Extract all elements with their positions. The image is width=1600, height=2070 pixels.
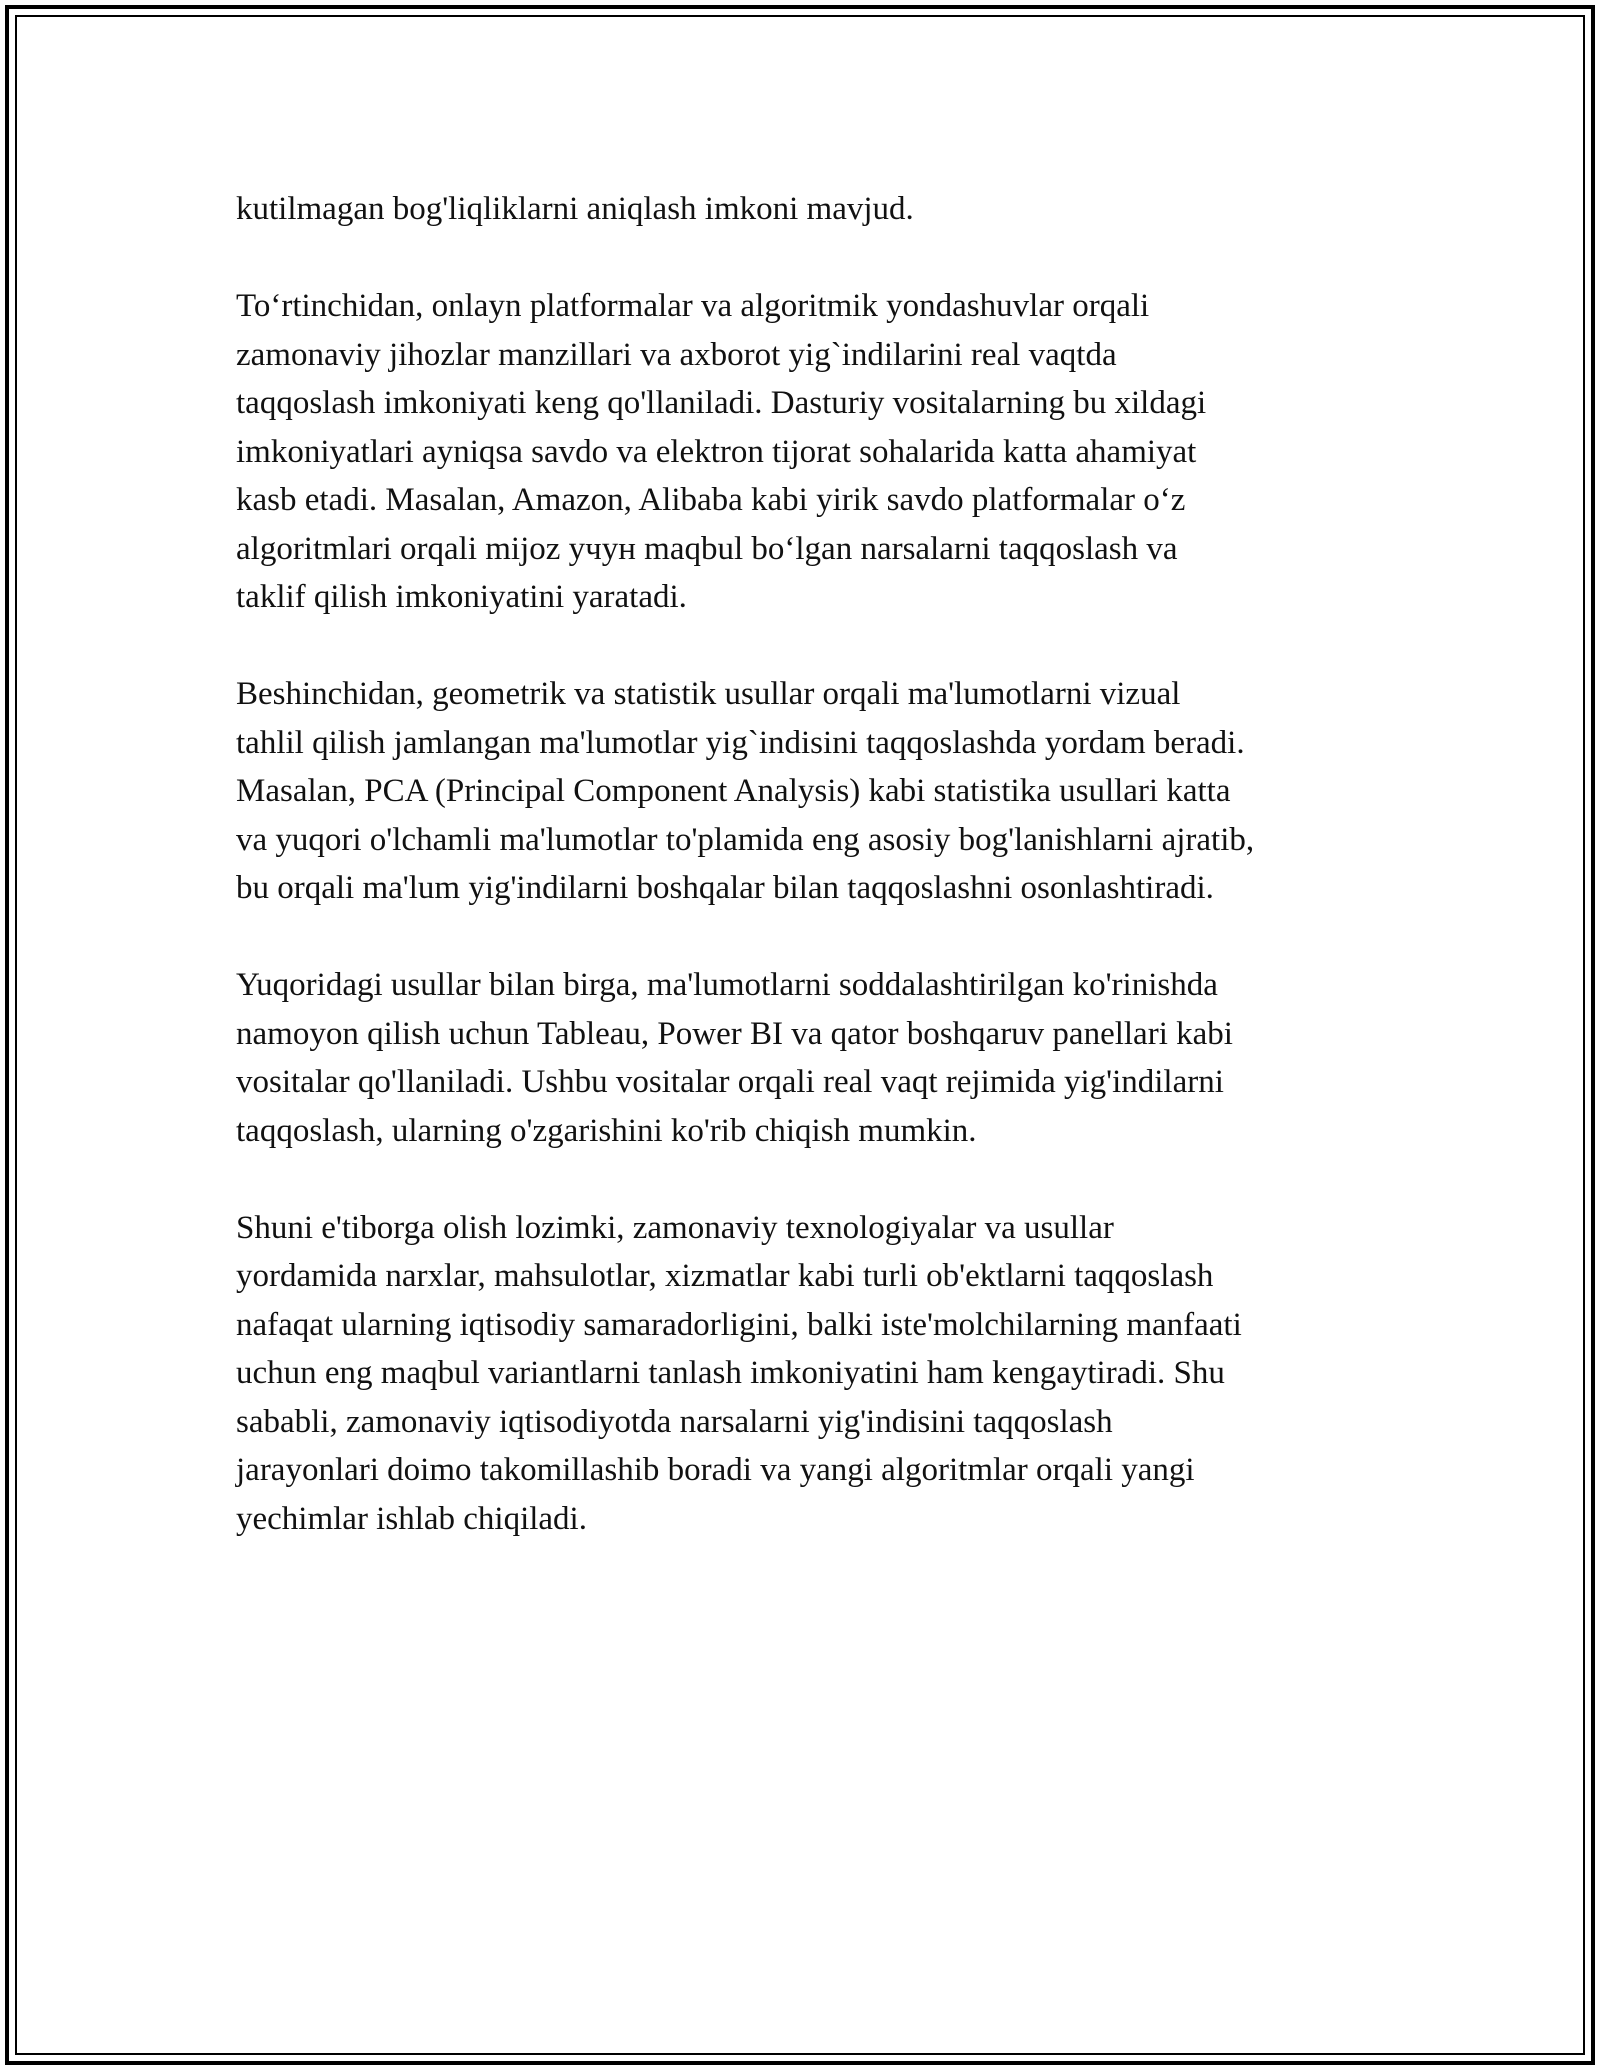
text-line: yechimlar ishlab chiqiladi. [236,1500,587,1537]
paragraph [236,961,1396,1155]
text-line: algoritmlari orqali mijoz учун maqbul bo‘lgan narsalarni taqqoslash va [236,530,1178,567]
document-body [236,185,1396,1592]
text-line: Shuni e'tiborga olish lozimki, zamonaviy texnologiyalar va usullar [236,1209,1114,1246]
text-line: jarayonlari doimo takomillashib boradi va yangi algoritmlar orqali yangi [236,1452,1195,1488]
text-line: Beshinchidan, geometrik va statistik usullar orqali ma'lumotlarni vizual [236,676,1181,712]
text-line: bu orqali ma'lum yig'indilarni boshqalar bilan taqqoslashni osonlashtiradi. [236,870,1214,906]
text-line: sababli, zamonaviy iqtisodiyotda narsalarni yig'indisini taqqoslash [236,1403,1113,1440]
text-line: yordamida narxlar, mahsulotlar, xizmatlar kabi turli ob'ektlarni taqqoslash [236,1258,1214,1294]
paragraph [236,185,1396,234]
text-line: namoyon qilish uchun Tableau, Power BI va qator boshqaruv panellari kabi [236,1015,1233,1052]
text-line: zamonaviy jihozlar manzillari va axborot yig`indilarini real vaqtda [236,336,1117,373]
text-line: kutilmagan bog'liqliklarni aniqlash imkoni mavjud. [236,191,914,227]
text-line: taqqoslash, ularning o'zgarishini ko'rib chiqish mumkin. [236,1112,977,1149]
paragraph [236,282,1396,622]
text-line: vositalar qo'llaniladi. Ushbu vositalar orqali real vaqt rejimida yig'indilarni [236,1064,1224,1100]
text-line: va yuqori o'lchamli ma'lumotlar to'plamida eng asosiy bog'lanishlarni ajratib, [236,821,1255,858]
text-line: imkoniyatlari ayniqsa savdo va elektron tijorat sohalarida katta ahamiyat [236,433,1197,470]
text-line: Yuqoridagi usullar bilan birga, ma'lumotlarni soddalashtirilgan ko'rinishda [236,967,1218,1003]
text-line: tahlil qilish jamlangan ma'lumotlar yig`indisini taqqoslashda yordam beradi. [236,724,1245,761]
text-line: nafaqat ularning iqtisodiy samaradorligini, balki iste'molchilarning manfaati [236,1306,1242,1343]
text-line: taklif qilish imkoniyatini yaratadi. [236,579,687,615]
paragraph [236,1204,1396,1544]
text-line: To‘rtinchidan, onlayn platformalar va algoritmik yondashuvlar orqali [236,288,1150,324]
text-line: Masalan, PCA (Principal Component Analysis) kabi statistika usullari katta [236,773,1231,809]
text-line: uchun eng maqbul variantlarni tanlash imkoniyatini ham kengaytiradi. Shu [236,1355,1225,1391]
text-line: kasb etadi. Masalan, Amazon, Alibaba kabi yirik savdo platformalar o‘z [236,482,1186,518]
paragraph [236,670,1396,913]
text-line: taqqoslash imkoniyati keng qo'llaniladi. Dasturiy vositalarning bu xildagi [236,385,1207,421]
